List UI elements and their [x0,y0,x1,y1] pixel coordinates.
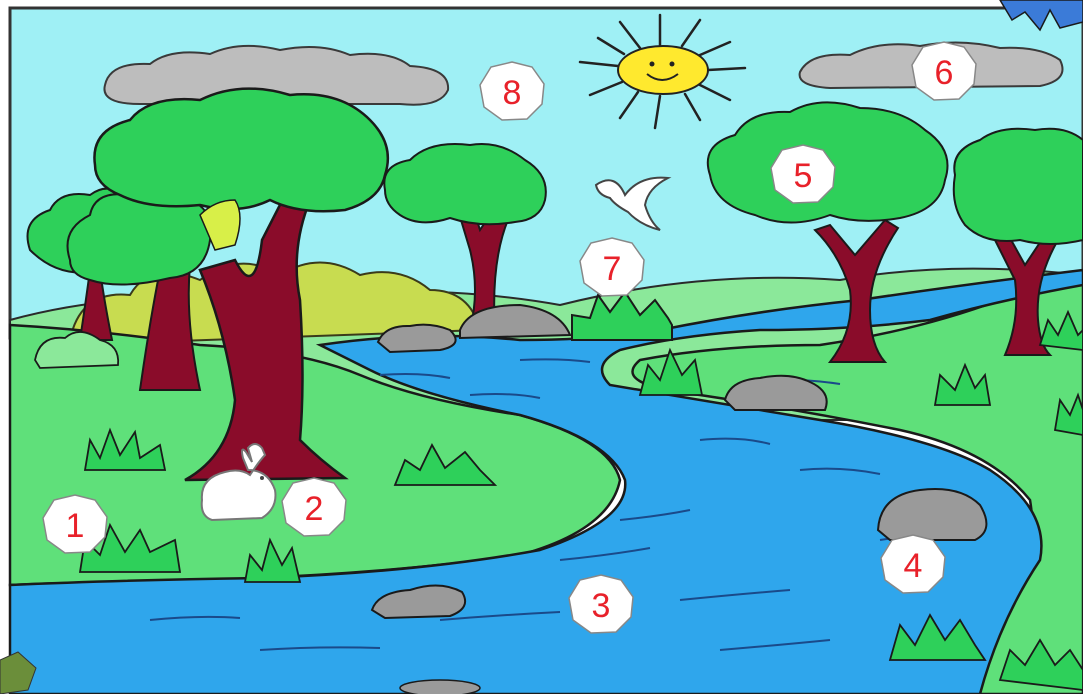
label-badge-7 [580,238,644,296]
label-number: 6 [934,54,954,92]
label-badge-3 [569,575,633,633]
label-number: 2 [304,490,324,528]
label-badge-1 [43,495,107,553]
label-number: 1 [65,507,85,545]
rock-icon [400,680,480,694]
label-number: 5 [793,157,813,195]
label-number: 3 [591,587,611,625]
label-number: 7 [602,250,622,288]
label-badge-8 [480,62,544,120]
rock-icon [378,325,456,352]
label-badge-5 [771,145,835,203]
label-badge-2 [282,478,346,536]
label-number: 8 [502,74,522,112]
label-badge-4 [881,535,945,593]
label-number: 4 [903,547,923,585]
label-badge-6 [912,42,976,100]
